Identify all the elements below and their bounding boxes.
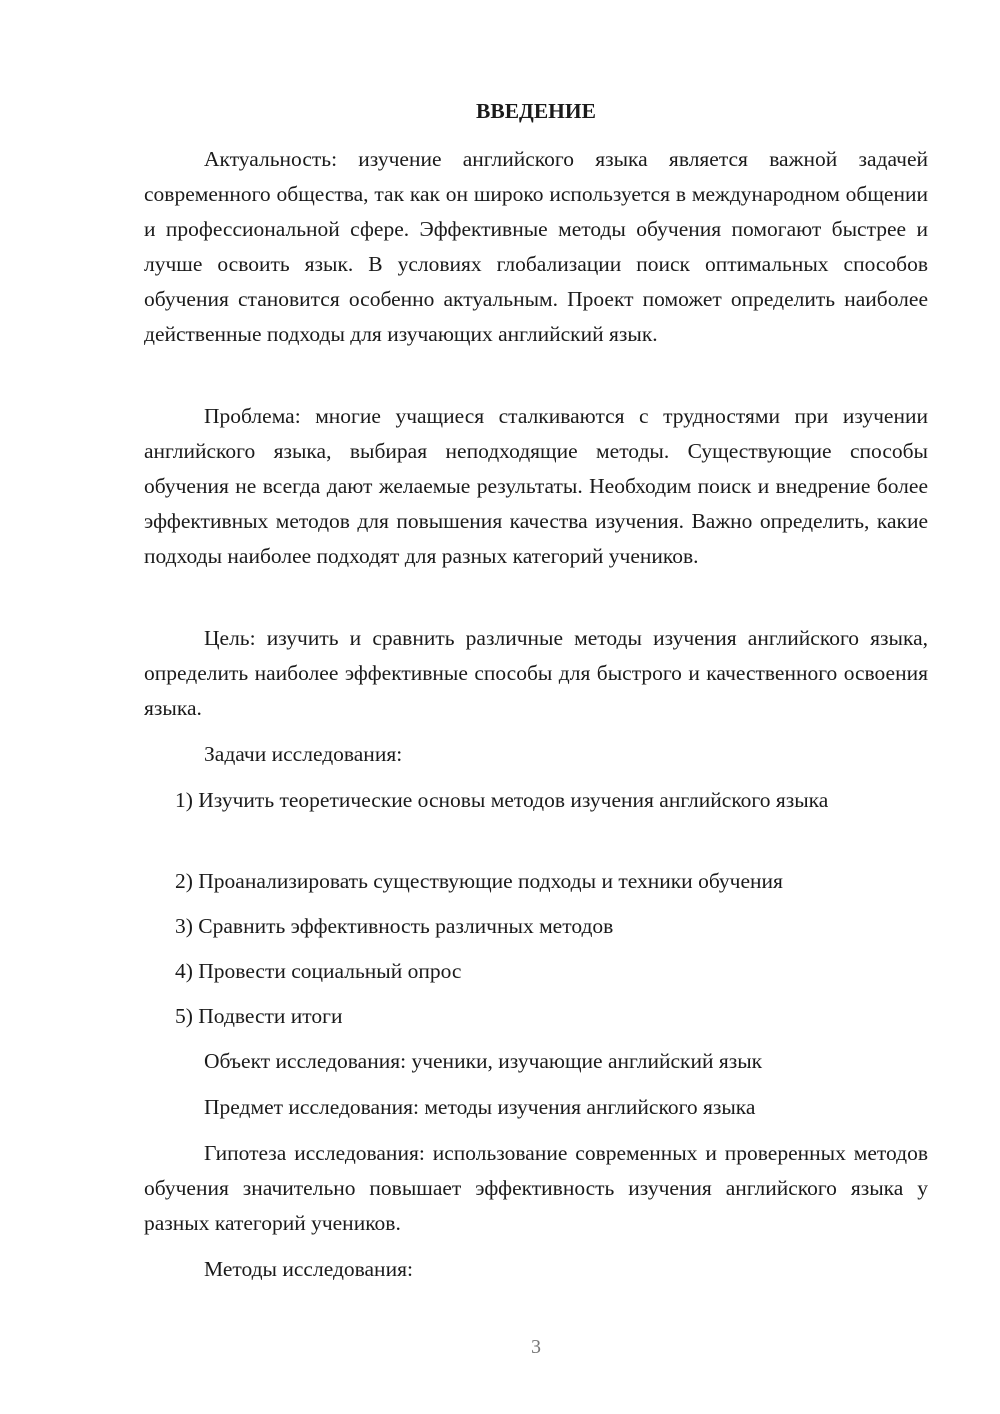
page-number: 3	[531, 1336, 541, 1358]
task-item: 5) Подвести итоги	[175, 1004, 343, 1028]
object-paragraph: Объект исследования: ученики, изучающие английский язык	[204, 1049, 763, 1073]
goal-paragraph: Цель: изучить и сравнить различные методы изучения английского языка, определить наиболее эффективные способы для быстрого и качественного освоения языка.	[144, 626, 928, 720]
problem-paragraph: Проблема: многие учащиеся сталкиваются с трудностями при изучении английского языка, выбирая неподходящие методы. Существующие способы обучения не всегда дают желаемые результаты. Необходим поиск и внедрение более эффективных методов для повышения качества изучения. Важно определить, какие подходы наиболее подходят для разных категорий учеников.	[144, 404, 928, 568]
methods-heading: Методы исследования:	[204, 1257, 413, 1281]
page-heading: ВВЕДЕНИЕ	[476, 99, 596, 123]
task-item: 4) Провести социальный опрос	[175, 959, 462, 983]
subject-paragraph: Предмет исследования: методы изучения английского языка	[204, 1095, 756, 1119]
relevance-paragraph: Актуальность: изучение английского языка является важной задачей современного общества, так как он широко используется в международном общении и профессиональной сфере. Эффективные методы обучения помогают быстрее и лучше освоить язык. В условиях глобализации поиск оптимальных способов обучения становится особенно актуальным. Проект поможет определить наиболее действенные подходы для изучающих английский язык.	[144, 147, 928, 346]
hypothesis-paragraph: Гипотеза исследования: использование современных и проверенных методов обучения значительно повышает эффективность изучения английского языка у разных категорий учеников.	[144, 1141, 928, 1235]
task-item: 3) Сравнить эффективность различных методов	[175, 914, 614, 938]
task-item: 2) Проанализировать существующие подходы и техники обучения	[175, 869, 783, 893]
tasks-heading: Задачи исследования:	[204, 742, 403, 766]
task-item: 1) Изучить теоретические основы методов изучения английского языка	[175, 788, 829, 812]
